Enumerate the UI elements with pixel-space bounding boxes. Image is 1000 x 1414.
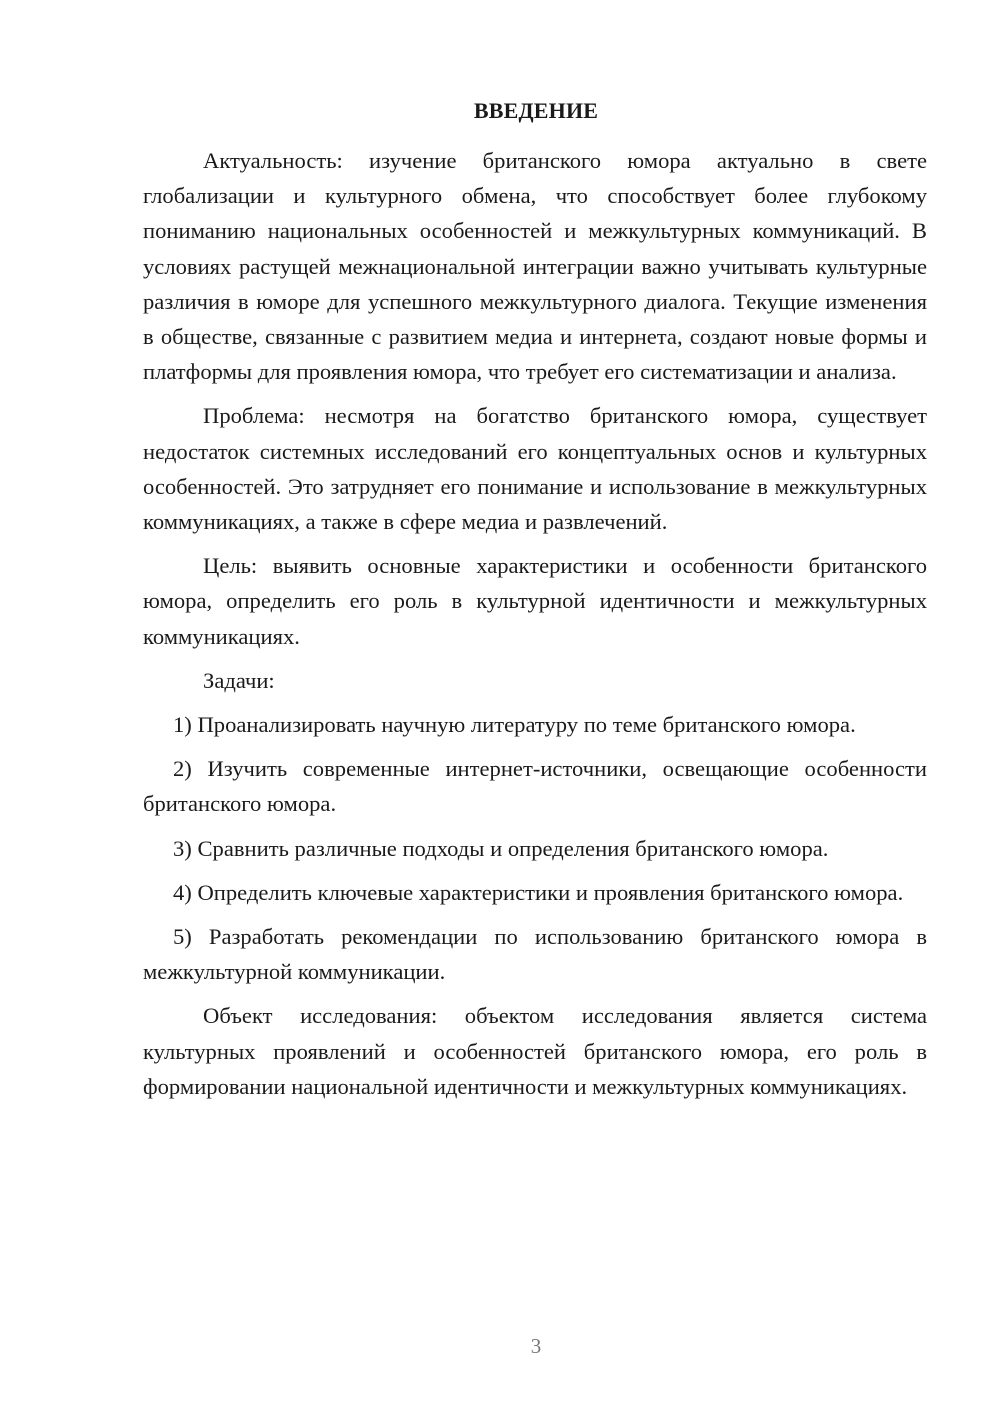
task-item-2: 2) Изучить современные интернет-источники, освещающие особенности британского юмора. (143, 756, 927, 817)
paragraph-problem: Проблема: несмотря на богатство британского юмора, существует недостаток системных исследований его концептуальных основ и культурных особенностей. Это затрудняет его понимание и использование в межкультурных коммуникациях, а также в сфере медиа и развлечений. (143, 403, 927, 535)
page-number: 3 (530, 1334, 542, 1358)
page-title: ВВЕДЕНИЕ (473, 98, 599, 123)
task-item-1: 1) Проанализировать научную литературу по теме британского юмора. (173, 712, 856, 738)
paragraph-tasks-heading: Задачи: (203, 667, 275, 693)
document-body (143, 143, 927, 1113)
paragraph-goal: Цель: выявить основные характеристики и особенности британского юмора, определить его роль в культурной идентичности и межкультурных коммуникациях. (143, 553, 927, 649)
paragraph-relevance: Актуальность: изучение британского юмора актуально в свете глобализации и культурного обмена, что способствует более глубокому пониманию национальных особенностей и межкультурных коммуникаций. В условиях растущей межнациональной интеграции важно учитывать культурные различия в юморе для успешного межкультурного диалога. Текущие изменения в обществе, связанные с развитием медиа и интернета, создают новые формы и платформы для проявления юмора, что требует его систематизации и анализа. (143, 148, 927, 385)
task-item-3: 3) Сравнить различные подходы и определения британского юмора. (173, 835, 829, 861)
paragraph-object: Объект исследования: объектом исследования является система культурных проявлений и особенностей британского юмора, его роль в формировании национальной идентичности и межкультурных коммуникациях. (143, 1003, 927, 1099)
task-item-4: 4) Определить ключевые характеристики и проявления британского юмора. (173, 879, 904, 905)
task-item-5: 5) Разработать рекомендации по использованию британского юмора в межкультурной коммуникации. (143, 924, 927, 985)
